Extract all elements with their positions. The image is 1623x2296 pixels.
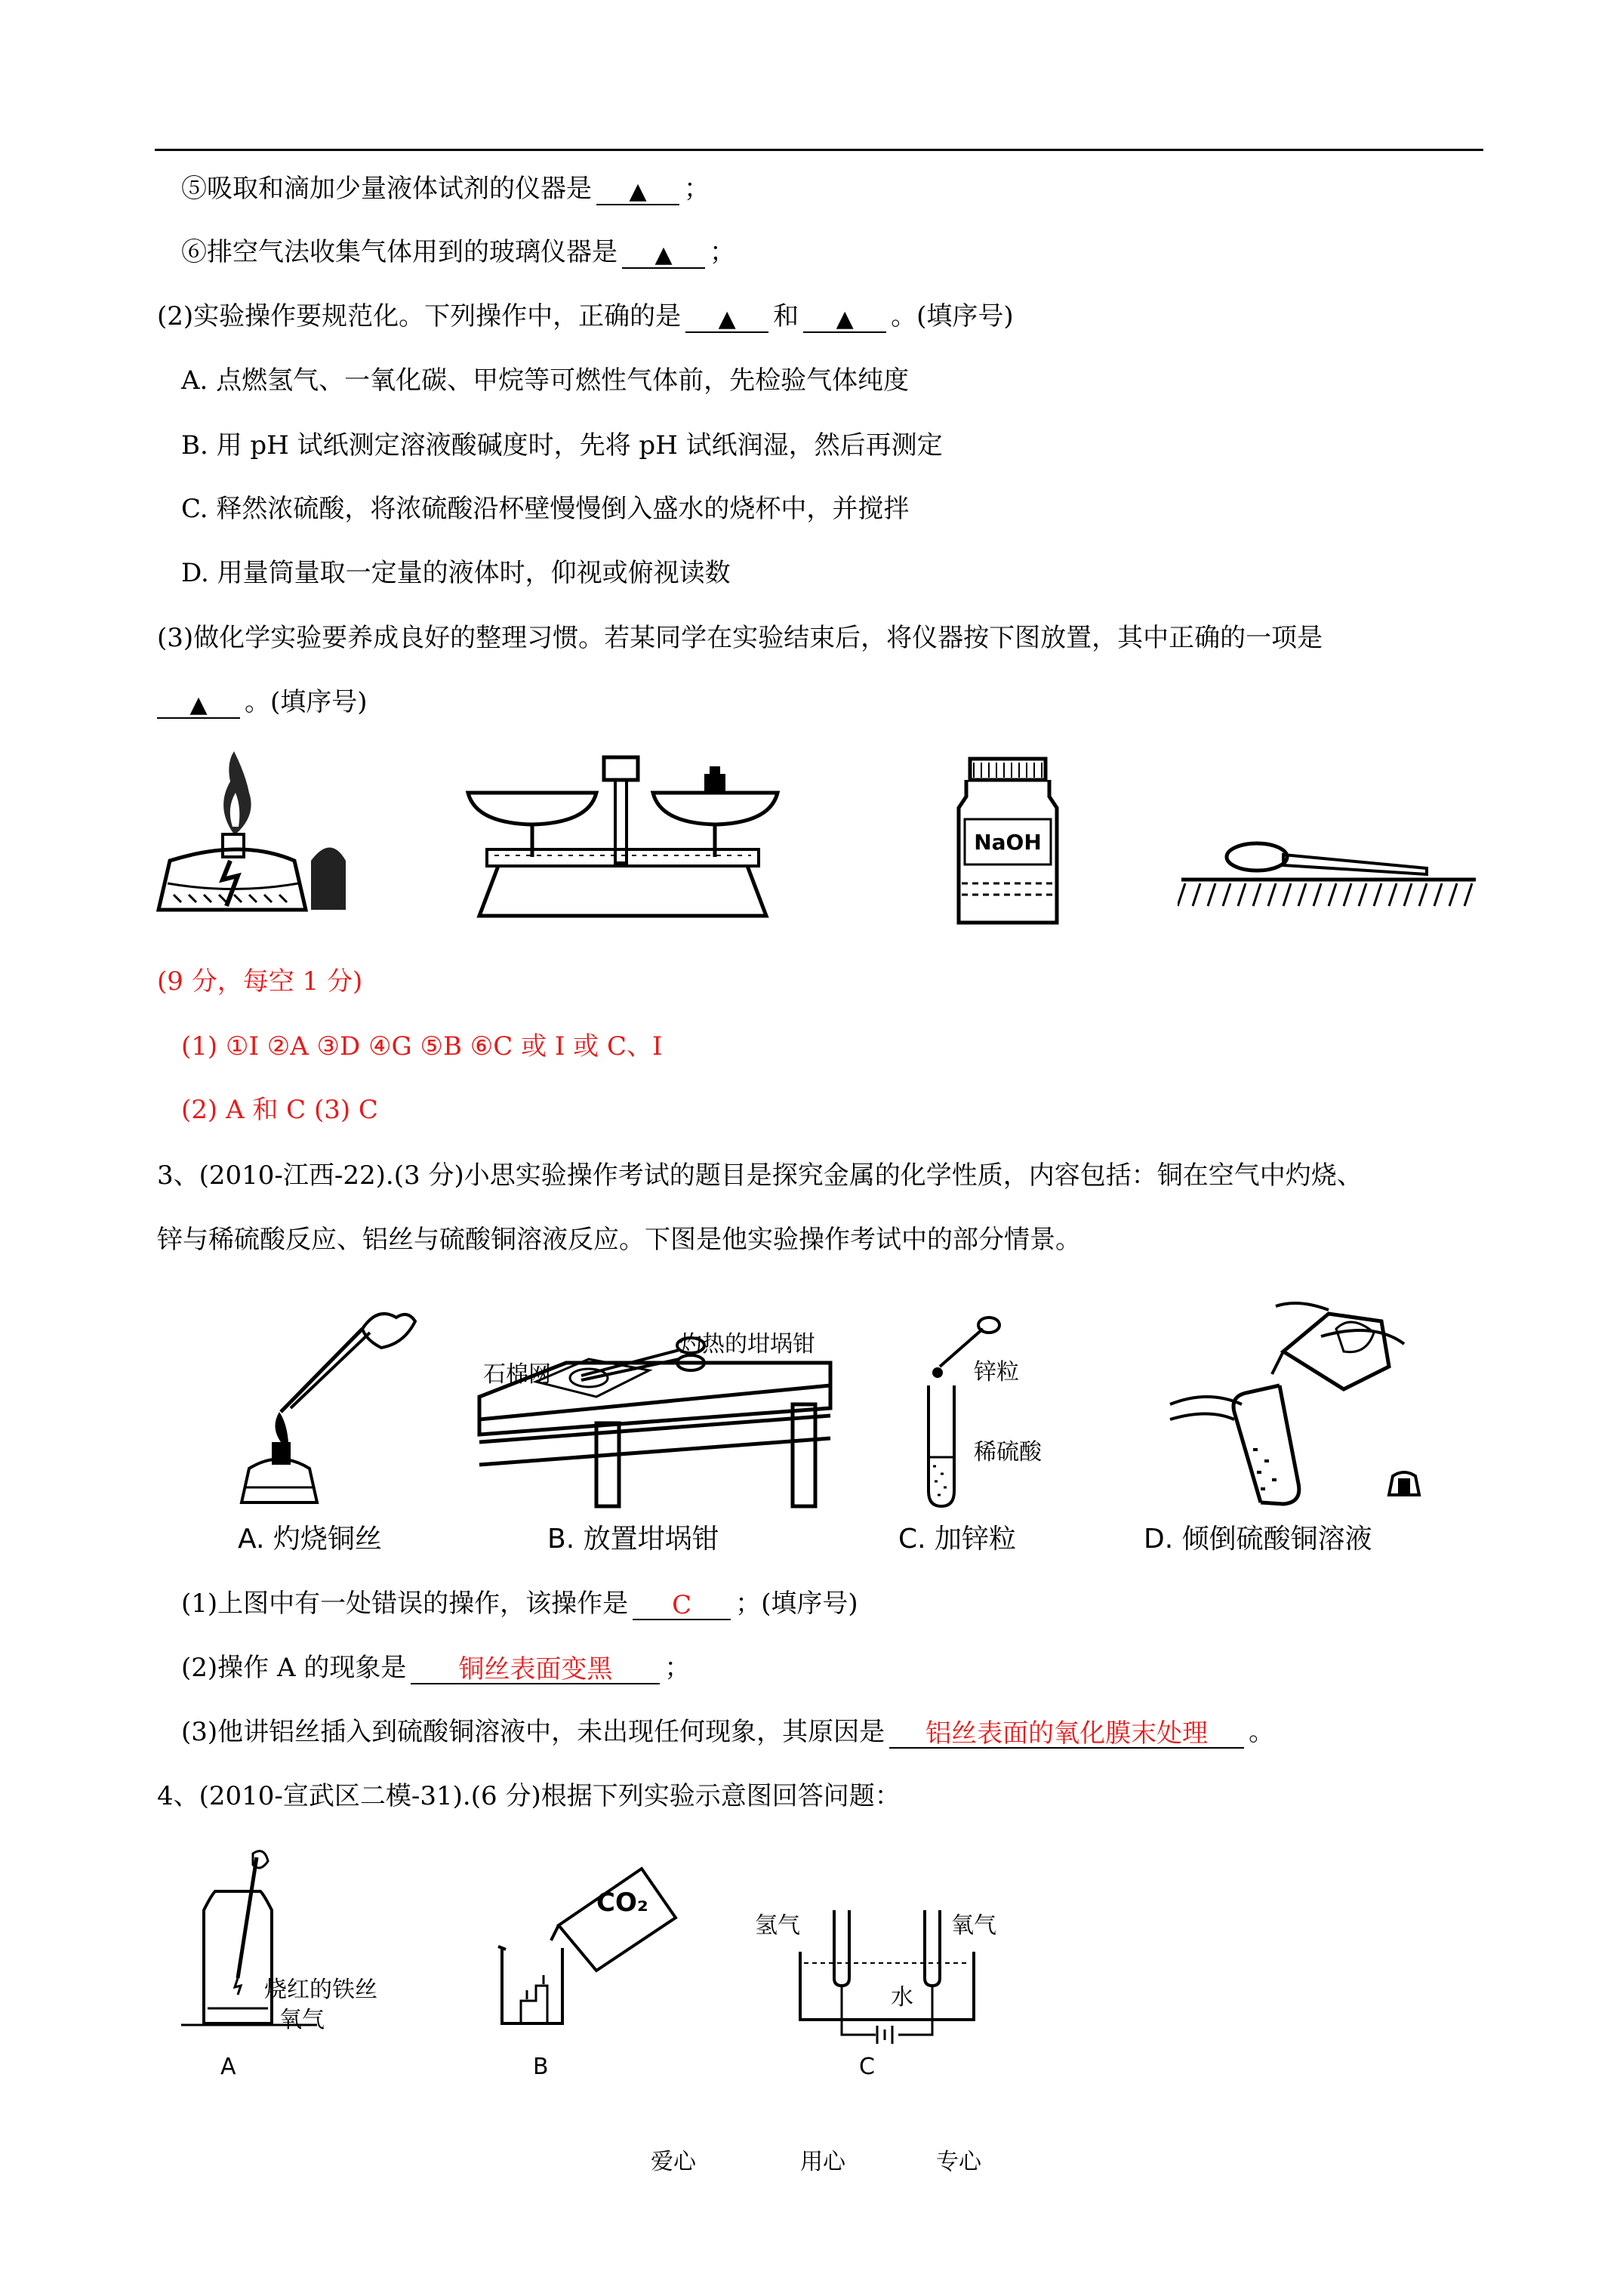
answer-blank[interactable]: ▲	[685, 301, 768, 333]
footer-word-3: 专心	[936, 2149, 981, 2175]
option-a: A. 点燃氢气、一氧化碳、甲烷等可燃性气体前，先检验气体纯度	[181, 365, 910, 396]
q3-stem-line-1: 3、(2010-江西-22).(3 分)小思实验操作考试的题目是探究金属的化学性质，内容包括：铜在空气中灼烧、	[157, 1160, 1363, 1191]
label-hydrogen: 氢气	[755, 1912, 800, 1939]
label-co2: CO₂	[596, 1888, 648, 1918]
q4-caption-c: C	[859, 2054, 875, 2080]
answer-filled: 铝丝表面的氧化膜末处理	[889, 1717, 1244, 1749]
q3-caption-b: B. 放置坩埚钳	[547, 1524, 719, 1555]
label-oxygen-a: 氧气	[279, 2007, 325, 2033]
footer-word-2: 用心	[800, 2149, 845, 2175]
answer-filled: 铜丝表面变黑	[411, 1653, 660, 1684]
q3-stem-line-2: 锌与稀硫酸反应、铝丝与硫酸铜溶液反应。下图是他实验操作考试中的部分情景。	[157, 1225, 1081, 1255]
balance-figure	[464, 751, 781, 921]
answer-blank[interactable]: ▲	[803, 301, 886, 333]
alcohol-lamp-figure	[151, 747, 347, 921]
answer-blank[interactable]: ▲	[596, 174, 679, 205]
naoh-label: NaOH	[974, 830, 1042, 855]
q3-caption-c: C. 加锌粒	[898, 1524, 1017, 1555]
q3-caption-a: A. 灼烧铜丝	[238, 1524, 382, 1555]
co2-figure	[491, 1865, 679, 2031]
part-2: (2)实验操作要规范化。下列操作中，正确的是 ▲ 和 ▲ 。(填序号)	[157, 301, 1014, 332]
answer-line-1: (1) ①I ②A ③D ④G ⑤B ⑥C 或 I 或 C、I	[181, 1031, 663, 1062]
answer-line-2: (2) A 和 C (3) C	[181, 1095, 378, 1125]
q4-caption-a: A	[220, 2054, 236, 2080]
dropper-figure	[1178, 838, 1480, 914]
label-dilute-acid: 稀硫酸	[974, 1439, 1042, 1465]
header-rule	[155, 149, 1483, 151]
option-c: C. 释然浓硫酸，将浓硫酸沿杯壁慢慢倒入盛水的烧杯中，并搅拌	[181, 494, 910, 524]
label-oxygen-c: 氧气	[951, 1912, 996, 1939]
q3-caption-d: D. 倾倒硫酸铜溶液	[1144, 1524, 1372, 1555]
answer-blank[interactable]: ▲	[622, 237, 705, 269]
q4-caption-b: B	[533, 2054, 549, 2080]
q4-stem: 4、(2010-宣武区二模-31).(6 分)根据下列实验示意图回答问题：	[157, 1781, 901, 1811]
answer-blank[interactable]: ▲	[157, 687, 240, 719]
footer-word-1: 爱心	[651, 2149, 696, 2175]
option-b: B. 用 pH 试纸测定溶液酸碱度时，先将 pH 试纸润湿，然后再测定	[181, 430, 943, 461]
naoh-bottle-figure	[951, 755, 1064, 929]
label-hot-tongs: 灼热的坩埚钳	[679, 1331, 815, 1358]
part-3: (3)做化学实验要养成良好的整理习惯。若某同学在实验结束后，将仪器按下图放置，其中正确的一项是	[157, 623, 1323, 653]
item-6: ⑥排空气法收集气体用到的玻璃仪器是 ▲ ；	[181, 237, 735, 268]
label-water: 水	[891, 1984, 913, 2011]
q3-sub-3: (3)他讲铝丝插入到硫酸铜溶液中，未出现任何现象，其原因是 铝丝表面的氧化膜末处理 。	[181, 1717, 1275, 1749]
pouring-figure	[1147, 1299, 1434, 1510]
zinc-tube-figure	[913, 1306, 1012, 1510]
item-5: ⑤吸取和滴加少量液体试剂的仪器是 ▲ ；	[181, 174, 710, 205]
label-zinc: 锌粒	[974, 1359, 1019, 1385]
answer-filled: C	[633, 1589, 731, 1620]
q3-sub-2: (2)操作 A 的现象是 铜丝表面变黑 ；	[181, 1653, 691, 1684]
answer-score: (9 分，每空 1 分)	[157, 966, 363, 997]
burning-copper-figure	[226, 1299, 423, 1510]
option-d: D. 用量筒量取一定量的液体时，仰视或俯视读数	[181, 558, 731, 588]
label-iron-wire: 烧红的铁丝	[264, 1977, 377, 2003]
label-asbestos-net: 石棉网	[483, 1361, 551, 1388]
part-3-answer: ▲ 。(填序号)	[157, 686, 368, 719]
q3-sub-1: (1)上图中有一处错误的操作，该操作是 C ；(填序号)	[181, 1589, 858, 1620]
